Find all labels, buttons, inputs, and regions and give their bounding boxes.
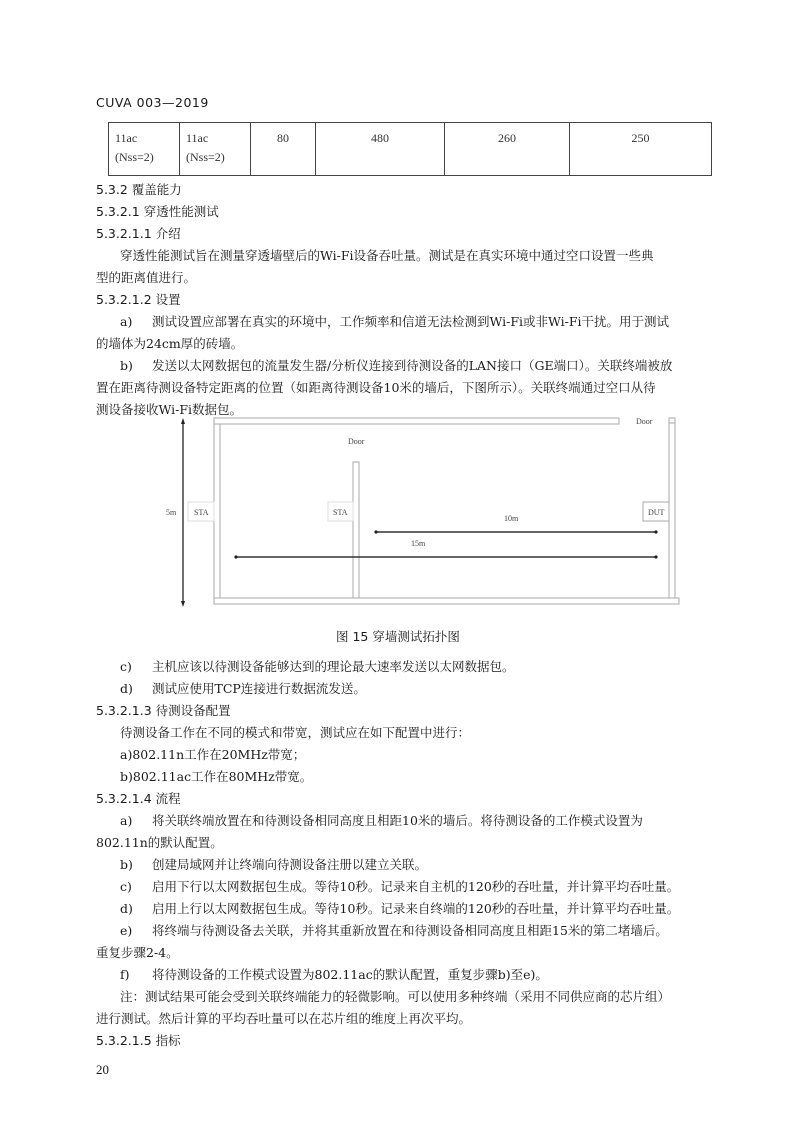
list-text: 测试设置应部署在真实的环境中，工作频率和信道无法检测到Wi-Fi或非Wi-Fi干扰。用于测试 — [152, 314, 670, 329]
table-cell: 250 — [570, 123, 712, 176]
document-code: CUVA 003—2019 — [96, 95, 209, 110]
right-wall-cap — [669, 418, 675, 423]
note-line: 进行测试。然后计算的平均吞吐量可以在芯片组的维度上再次平均。 — [96, 1011, 472, 1026]
cell-line: (Nss=2) — [115, 150, 154, 164]
list-label: b) — [120, 857, 133, 872]
list-label: d) — [120, 681, 133, 696]
list-text: 将待测设备的工作模式设置为802.11ac的默认配置，重复步骤b)至e)。 — [152, 967, 548, 982]
list-label: a) — [120, 813, 133, 828]
paragraph-line: 测设备接收Wi-Fi数据包。 — [96, 402, 243, 417]
list-label: f) — [120, 967, 130, 982]
list-item — [120, 811, 643, 829]
paragraph-line: 待测设备工作在不同的模式和带宽，测试应在如下配置中进行： — [120, 725, 471, 740]
list-label: b) — [120, 358, 133, 373]
dut-label: DUT — [648, 508, 665, 517]
list-text: 发送以太网数据包的流量发生器/分析仪连接到待测设备的LAN接口（GE端口）。关联终端被放 — [152, 358, 673, 373]
paragraph-line: 穿透性能测试旨在测量穿透墙壁后的Wi-Fi设备吞吐量。测试是在真实环境中通过空口设置一些典 — [120, 248, 654, 263]
figure-caption: 图 15 穿墙测试拓扑图 — [336, 629, 460, 644]
note-line: 注：测试结果可能会受到关联终端能力的轻微影响。可以使用多种终端（采用不同供应商的芯片组） — [120, 989, 671, 1004]
list-item — [120, 877, 679, 895]
sta-label: STA — [194, 508, 209, 517]
list-text: 将终端与待测设备去关联，并将其重新放置在和待测设备相同高度且相距15米的第二堵墙后。 — [152, 923, 668, 938]
list-text: 启用下行以太网数据包生成。等待10秒。记录来自主机的120秒的吞吐量，并计算平均吞吐量。 — [152, 879, 680, 894]
top-wall — [214, 418, 619, 424]
paragraph-line: 重复步骤2-4。 — [96, 945, 179, 960]
paragraph-line: 置在距离待测设备特定距离的位置（如距离待测设备10米的墙后，下图所示）。关联终端通过空口从待 — [96, 380, 656, 395]
list-item — [120, 965, 548, 983]
list-item — [120, 855, 427, 873]
list-label: e) — [120, 923, 133, 938]
list-label: a) — [120, 314, 133, 329]
door-label: Door — [636, 417, 653, 426]
arrow-down-icon — [181, 601, 185, 607]
endpoint-dot — [654, 530, 657, 533]
page-number: 20 — [96, 1062, 109, 1077]
list-item — [120, 921, 668, 939]
list-text: 主机应该以待测设备能够达到的理论最大速率发送以太网数据包。 — [152, 659, 515, 674]
section-heading: 5.3.2.1.2 设置 — [96, 292, 181, 307]
cell-line: 11ac — [115, 131, 138, 145]
list-label: c) — [120, 879, 132, 894]
distance-15m-label: 15m — [411, 539, 426, 548]
left-wall — [214, 424, 220, 598]
table-cell: 260 — [445, 123, 570, 176]
endpoint-dot — [654, 555, 657, 558]
section-heading: 5.3.2.1.5 指标 — [96, 1033, 181, 1048]
middle-wall — [353, 462, 359, 598]
paragraph-line: 的墙体为24cm厚的砖墙。 — [96, 336, 244, 351]
arrow-up-icon — [181, 418, 185, 424]
sta-label: STA — [333, 508, 348, 517]
table-cell: 480 — [316, 123, 445, 176]
section-heading: 5.3.2.1.1 介绍 — [96, 226, 181, 241]
door-label: Door — [348, 437, 365, 446]
list-item: a)802.11n工作在20MHz带宽； — [120, 747, 306, 762]
cell-line: (Nss=2) — [186, 150, 225, 164]
list-item — [120, 657, 515, 675]
height-label: 5m — [166, 508, 177, 517]
section-heading: 5.3.2.1 穿透性能测试 — [96, 204, 219, 219]
right-wall — [669, 418, 675, 598]
list-text: 将关联终端放置在和待测设备相同高度且相距10米的墙后。将待测设备的工作模式设置为 — [152, 813, 643, 828]
list-item — [120, 899, 679, 917]
endpoint-dot — [234, 555, 237, 558]
section-heading: 5.3.2.1.3 待测设备配置 — [96, 703, 231, 718]
endpoint-dot — [374, 530, 377, 533]
list-text: 创建局域网并让终端向待测设备注册以建立关联。 — [152, 857, 428, 872]
section-heading: 5.3.2 覆盖能力 — [96, 182, 182, 197]
list-label: c) — [120, 659, 132, 674]
bottom-wall — [214, 598, 679, 604]
list-text: 测试应使用TCP连接进行数据流发送。 — [152, 681, 366, 696]
paragraph-line: 802.11n的默认配置。 — [96, 835, 223, 850]
list-label: d) — [120, 901, 133, 916]
list-text: 启用上行以太网数据包生成。等待10秒。记录来自终端的120秒的吞吐量，并计算平均吞吐量。 — [152, 901, 680, 916]
section-heading: 5.3.2.1.4 流程 — [96, 791, 181, 806]
list-item: b)802.11ac工作在80MHz带宽。 — [120, 769, 313, 784]
cell-line: 11ac — [186, 131, 209, 145]
table-cell: 80 — [251, 123, 316, 176]
distance-10m-label: 10m — [504, 514, 519, 523]
list-item — [120, 679, 366, 697]
paragraph-line: 型的距离值进行。 — [96, 270, 197, 285]
